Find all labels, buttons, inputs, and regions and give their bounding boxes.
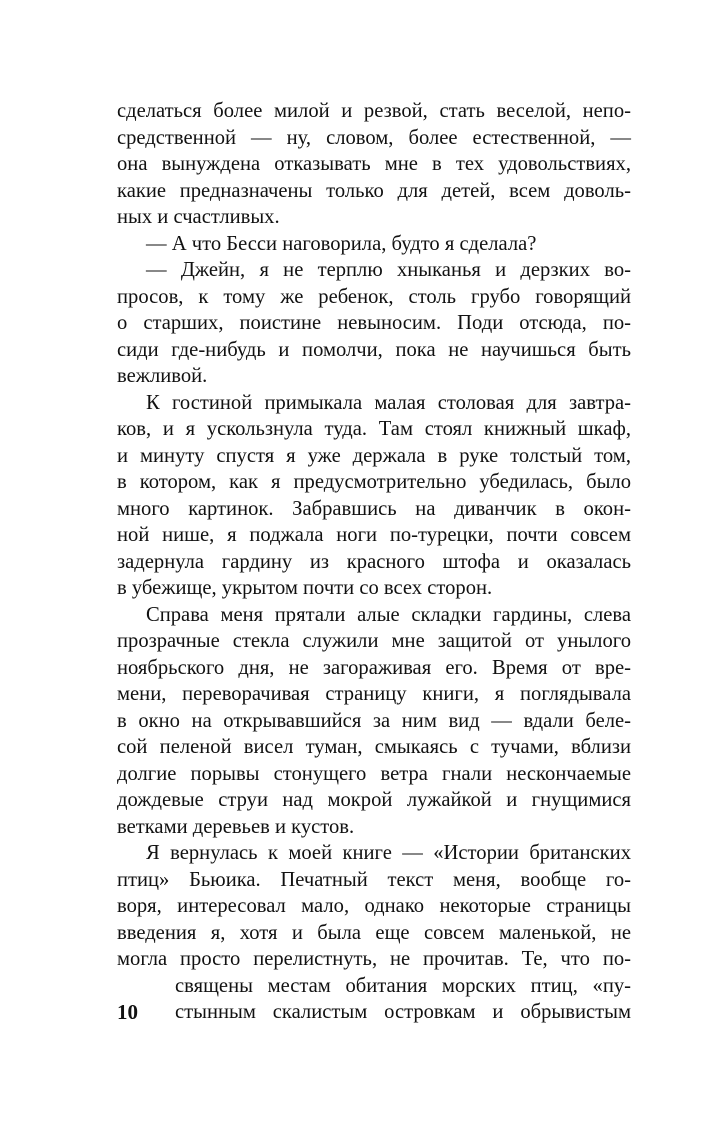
- text-line: мени, переворачивая страницу книги, я поглядывала: [117, 683, 631, 705]
- text-line: задернула гардину из красного штофа и оказалась: [117, 550, 631, 573]
- text-line: долгие порывы стонущего ветра гнали нескончаемые: [117, 762, 631, 785]
- text-line: священы местам обитания морских птиц, «пу-: [175, 974, 631, 997]
- text-line: и минуту спустя я уже держала в руке толстый том,: [117, 444, 631, 467]
- text-line: — А что Бесси наговорила, будто я сделала?: [146, 232, 537, 255]
- page-number: 10: [117, 1000, 138, 1024]
- body-text: [117, 98, 631, 999]
- text-line: ной нише, я поджала ноги по-турецки, почти совсем: [117, 524, 631, 546]
- text-line: о старших, поистине невыносим. Поди отсюда, по-: [117, 312, 631, 334]
- text-line: сиди где-нибудь и помолчи, пока не научишься быть: [117, 338, 631, 361]
- text-line: ветками деревьев и кустов.: [117, 815, 355, 838]
- text-line: дождевые струи над мокрой лужайкой и гнущимися: [117, 789, 631, 811]
- text-line: Справа меня прятали алые складки гардины, слева: [146, 603, 631, 626]
- text-line: много картинок. Забравшись на диванчик в окон-: [117, 497, 631, 520]
- text-line: она вынуждена отказывать мне в тех удовольствиях,: [117, 153, 631, 175]
- text-line: могла просто перелистнуть, не прочитав. Те, что по-: [117, 948, 631, 970]
- text-line: какие предназначены только для детей, всем доволь-: [117, 179, 631, 202]
- text-line: в котором, как я предусмотрительно убедилась, было: [117, 471, 631, 493]
- text-line: ноябрьского дня, не загораживая его. Время от вре-: [117, 656, 631, 679]
- text-line: вежливой.: [117, 365, 208, 387]
- text-line: воря, интересовал мало, однако некоторые страницы: [117, 895, 631, 917]
- text-line: стынным скалистым островкам и обрывистым: [175, 1001, 631, 1023]
- text-line: ков, и я ускользнула туда. Там стоял книжный шкаф,: [117, 418, 631, 440]
- text-line: сой пеленой висел туман, смыкаясь с тучами, вблизи: [117, 736, 631, 758]
- text-line: сделаться более милой и резвой, стать веселой, непо-: [117, 100, 631, 122]
- text-line: ных и счастливых.: [117, 206, 280, 228]
- text-line: Я вернулась к моей книге — «Истории британских: [146, 842, 631, 864]
- text-line: просов, к тому же ребенок, столь грубо говорящий: [117, 285, 631, 308]
- text-line: — Джейн, я не терплю хныканья и дерзких во-: [146, 259, 631, 281]
- text-line: средственной — ну, словом, более естественной, —: [117, 126, 631, 149]
- text-line: в убежище, укрытом почти со всех сторон.: [117, 577, 493, 599]
- text-line: прозрачные стекла служили мне защитой от унылого: [117, 630, 631, 652]
- text-line: в окно на открывавшийся за ним вид — вдали беле-: [117, 709, 631, 732]
- text-line: К гостиной примыкала малая столовая для завтра-: [146, 391, 631, 414]
- text-line: птиц» Бьюика. Печатный текст меня, вообще го-: [117, 868, 631, 891]
- text-line: введения я, хотя и была еще совсем маленькой, не: [117, 921, 631, 944]
